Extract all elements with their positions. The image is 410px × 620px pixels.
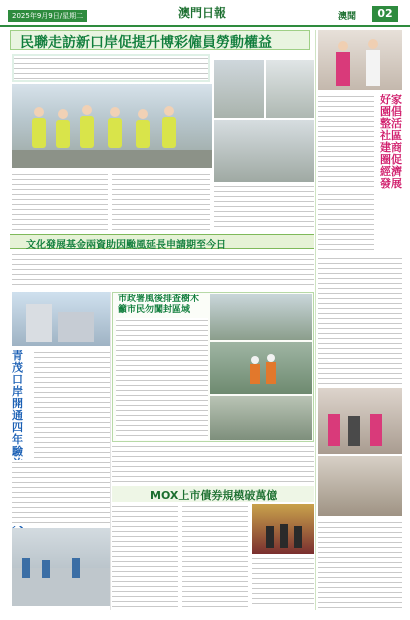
story5-body-col2 [318,192,374,252]
story5-photo-3 [318,456,402,516]
story1-photo-3 [266,60,314,118]
handshake-illustration [318,30,402,90]
story4-headline: 青茂口岸開通四年驗 [12,350,23,458]
story6-headline: MOX上市債券規模破萬億 [150,489,278,502]
building-illustration [12,292,110,346]
story4-photo-building [12,292,110,346]
story5-body-col4 [318,520,402,608]
story3-photo-3 [210,396,312,440]
story3-photo-1 [210,294,312,340]
story1-headline: 民聯走訪新口岸促提升博彩僱員勞動權益 [20,35,272,51]
story5-headline: 好家園倡整活社區建商圈促經濟發展 [380,94,402,190]
tree-workers-illustration [210,342,312,394]
story5-photo-2 [318,388,402,454]
story3-photo-2 [210,342,312,394]
column-divider [315,30,316,610]
group-photo-illustration [12,84,212,168]
newspaper-logo: 澳門日報 [178,6,227,20]
story1-body-col1 [12,172,108,230]
story5-body-col3 [318,256,402,386]
column-divider-2 [110,292,111,610]
story2-body [12,252,314,288]
story3-headline: 市政署風後排查樹木 籲市民勿闖封區域 [118,294,200,315]
story2-headline: 文化發展基金兩資助因颱風延長申請期至今日 [26,240,226,251]
header-rule [0,25,410,27]
story1-photo-2 [214,60,264,118]
story4-photo-hall [12,528,110,606]
page-header [0,0,410,26]
meeting-illustration [318,388,402,454]
story4-body-col2 [12,460,110,526]
story6-body-col1 [112,504,178,608]
story5-body-col1 [318,94,374,190]
story4-body-col1 [34,350,110,458]
checkpoint-illustration [12,528,110,606]
story1-group-photo [12,84,212,168]
story6-body-col2 [182,504,248,608]
story1-photo-4 [214,120,314,182]
story3-body-col2 [112,444,314,484]
page-number: 02 [372,6,398,22]
story1-body-col2 [112,172,210,230]
story3-body-col1 [116,318,208,440]
story6-body-col3 [252,556,314,608]
story1-lead [12,54,210,82]
story1-body-col3 [214,184,314,230]
story6-photo [252,504,314,554]
ceremony-illustration [252,504,314,554]
story5-photo-1 [318,30,402,90]
section-name: 澳聞 [338,12,357,22]
issue-date: 2025年9月9日/星期二 [8,10,87,22]
